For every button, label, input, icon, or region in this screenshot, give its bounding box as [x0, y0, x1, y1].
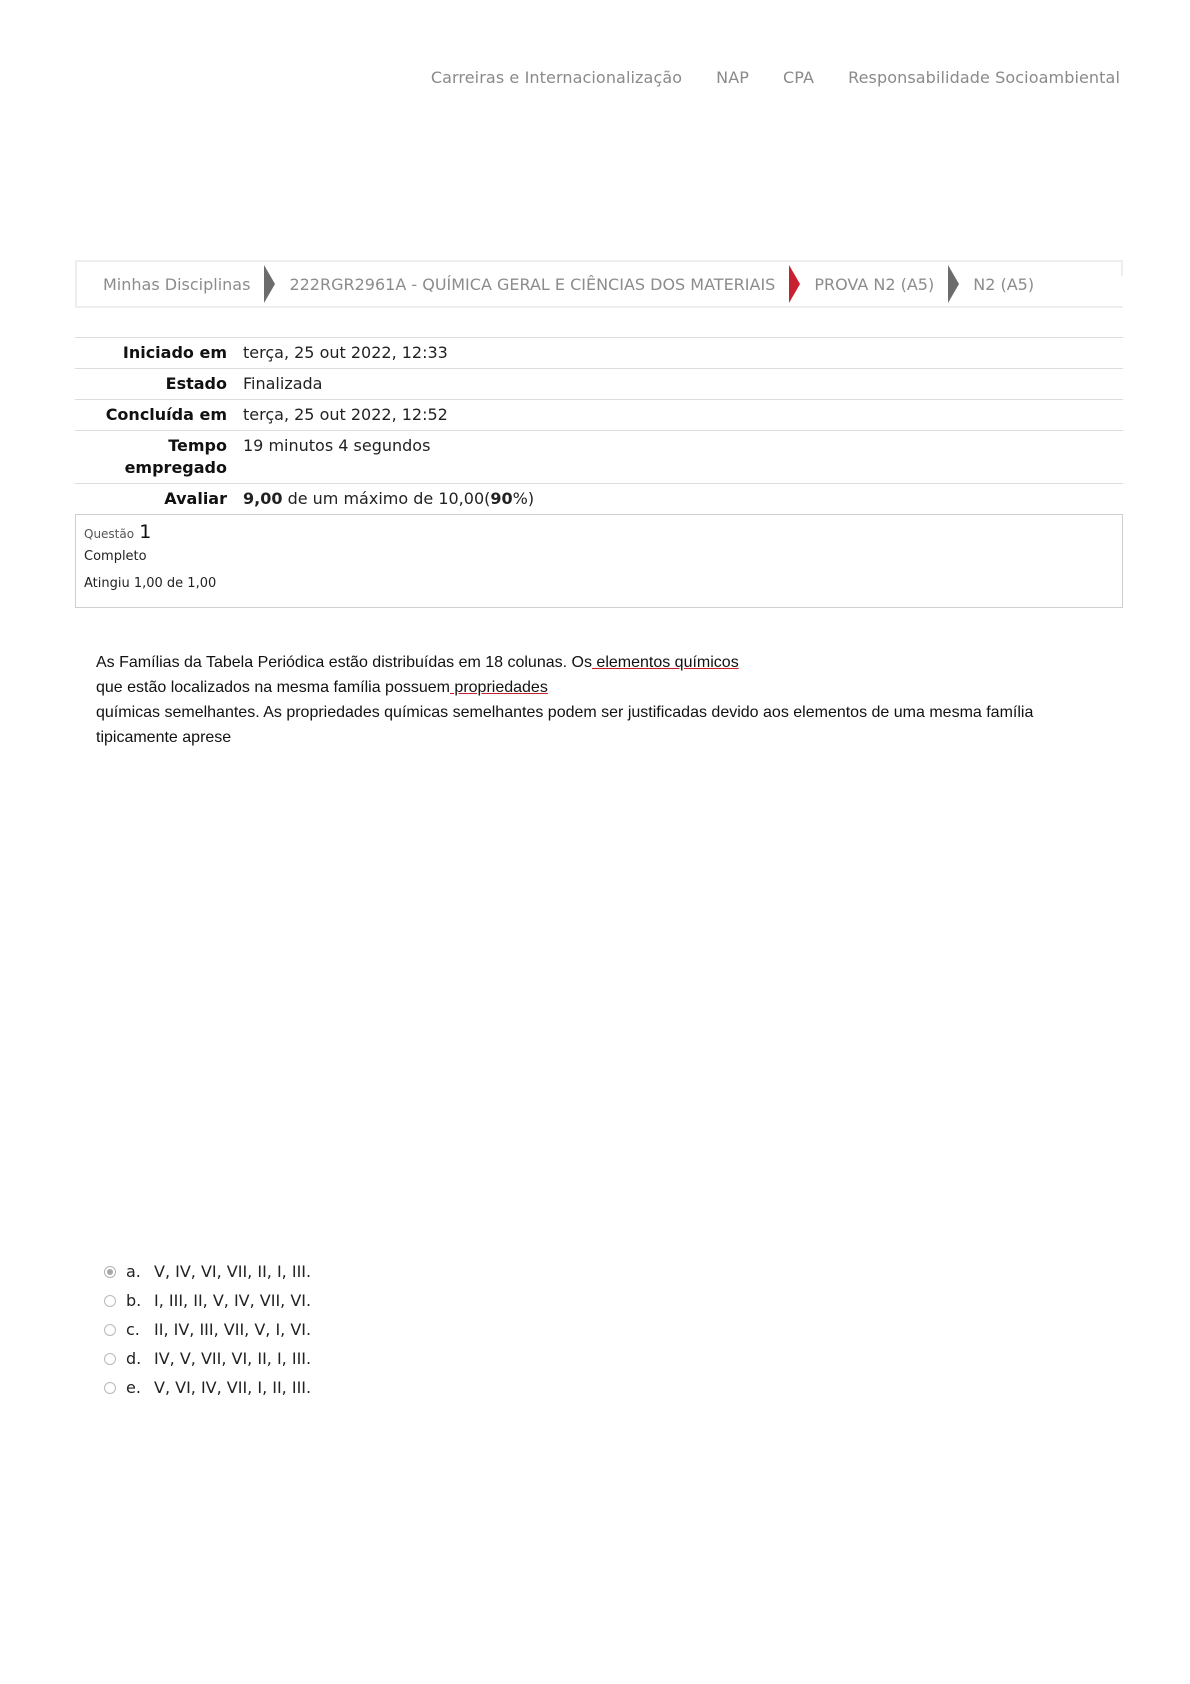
top-navigation [397, 68, 1120, 87]
state-label: Estado [165, 374, 227, 393]
breadcrumb-separator-icon [948, 265, 959, 303]
radio-icon[interactable] [104, 1324, 116, 1336]
radio-selected-icon[interactable] [104, 1266, 116, 1278]
grade-mid-text: de um máximo de 10,00( [282, 489, 491, 508]
question-text-part1: As Famílias da Tabela Periódica estão distribuídas em 18 colunas. Os [96, 654, 592, 671]
grade-label: Avaliar [164, 489, 227, 508]
question-info-box [75, 514, 1123, 608]
answer-option-b[interactable] [104, 1286, 311, 1315]
breadcrumb-item-course[interactable]: 222RGR2961A - QUÍMICA GERAL E CIÊNCIAS DOS MATERIAIS [289, 274, 776, 294]
breadcrumb-item-prova[interactable]: PROVA N2 (A5) [814, 274, 935, 294]
answer-letter: d. [126, 1349, 142, 1368]
nav-link-nap[interactable]: NAP [716, 68, 750, 87]
summary-row-state [75, 369, 1123, 400]
breadcrumb-separator-icon [264, 265, 275, 303]
grade-percent: 90 [490, 489, 513, 508]
question-number: 1 [139, 521, 152, 543]
summary-row-started [75, 338, 1123, 369]
completed-value: terça, 25 out 2022, 12:52 [243, 405, 448, 424]
answer-letter: e. [126, 1378, 141, 1397]
grade-score: 9,00 [243, 489, 283, 508]
radio-icon[interactable] [104, 1382, 116, 1394]
answer-option-c[interactable] [104, 1315, 311, 1344]
grade-value [235, 484, 1123, 515]
nav-link-cpa[interactable]: CPA [783, 68, 815, 87]
question-text-part3: químicas semelhantes. As propriedades químicas semelhantes podem ser justificadas devido aos elementos de uma mesma família [96, 704, 1034, 721]
breadcrumb-item-minhas-disciplinas[interactable]: Minhas Disciplinas [103, 274, 251, 294]
question-grade: Atingiu 1,00 de 1,00 [84, 576, 217, 591]
summary-row-completed [75, 400, 1123, 431]
question-text-part4: tipicamente aprese [96, 729, 232, 746]
time-label [75, 431, 235, 484]
time-value: 19 minutos 4 segundos [243, 436, 431, 455]
question-label: Questão [84, 527, 135, 541]
summary-row-time [75, 431, 1123, 484]
answer-text: IV, V, VII, VI, II, I, III. [154, 1349, 312, 1368]
radio-icon[interactable] [104, 1353, 116, 1365]
link-propriedades[interactable]: propriedades [449, 679, 548, 696]
link-elementos-quimicos[interactable]: elementos químicos [591, 654, 739, 671]
nav-link-responsabilidade[interactable]: Responsabilidade Socioambiental [848, 68, 1120, 87]
answer-text: II, IV, III, VII, V, I, VI. [154, 1320, 312, 1339]
answer-letter: a. [126, 1262, 141, 1281]
time-label-line1: Tempo [168, 436, 227, 455]
breadcrumb-separator-icon [789, 265, 800, 303]
answer-text: I, III, II, V, IV, VII, VI. [154, 1291, 312, 1310]
started-label: Iniciado em [122, 343, 227, 362]
answer-text: V, IV, VI, VII, II, I, III. [154, 1262, 312, 1281]
grade-end-text: %) [512, 489, 535, 508]
answer-options [104, 1257, 311, 1402]
question-text-part2: que estão localizados na mesma família possuem [96, 679, 450, 696]
attempt-summary-table [75, 337, 1123, 514]
answer-option-d[interactable] [104, 1344, 311, 1373]
answer-letter: b. [126, 1291, 142, 1310]
question-text [96, 650, 1076, 750]
nav-link-carreiras[interactable]: Carreiras e Internacionalização [430, 68, 683, 87]
answer-text: V, VI, IV, VII, I, II, III. [154, 1378, 312, 1397]
completed-label: Concluída em [105, 405, 227, 424]
state-value: Finalizada [243, 374, 323, 393]
radio-icon[interactable] [104, 1295, 116, 1307]
question-state: Completo [84, 549, 147, 564]
breadcrumb-item-n2[interactable]: N2 (A5) [973, 274, 1035, 294]
answer-option-e[interactable] [104, 1373, 311, 1402]
answer-letter: c. [126, 1320, 140, 1339]
time-label-line2: empregado [124, 458, 227, 477]
started-value: terça, 25 out 2022, 12:33 [243, 343, 448, 362]
breadcrumb [75, 260, 1123, 308]
summary-row-grade [75, 484, 1123, 515]
answer-option-a[interactable] [104, 1257, 311, 1286]
